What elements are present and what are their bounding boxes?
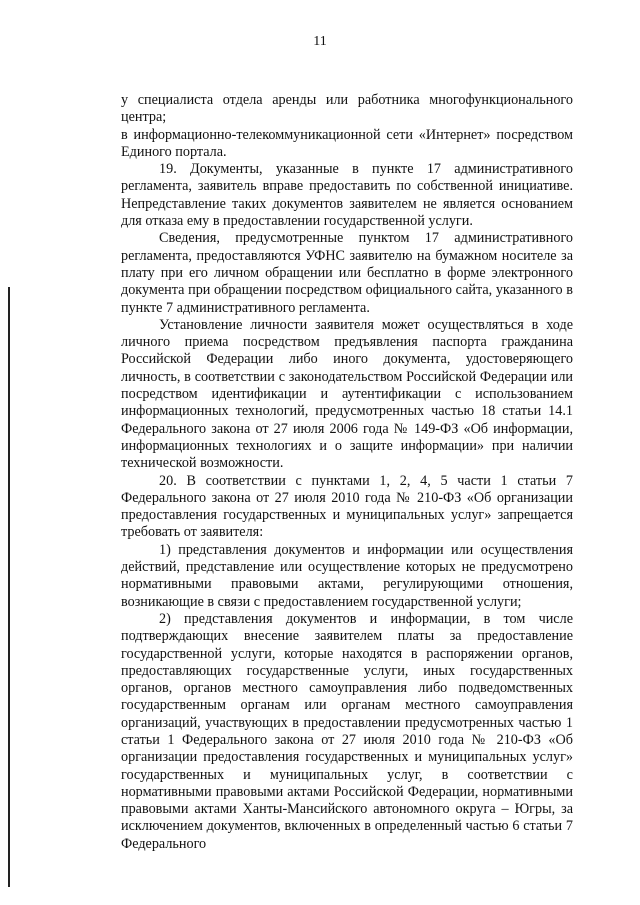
paragraph-subitem-2: 2) представления документов и информации, в том числе подтверждающих внесение заявителем платы за предоставление государственной услуги, которые находятся в распоряжении органов, предоставляющих государственные услуги, иных государственных органов, органов местного самоуправления либо подведомственных государственным органам или органам местного самоуправления организаций, участвующих в предоставлении предусмотренных частью 1 статьи 1 Федерального закона от 27 июля 2010 года № 210-ФЗ «Об организации предоставления государственных и муниципальных услуг» государственных и муниципальных услуг, в соответствии с нормативными правовыми актами Российской Федерации, нормативными правовыми актами Ханты-Мансийского автономного округа – Югры, за исключением документов, включенных в определенный частью 6 статьи 7 Федерального	[121, 610, 573, 852]
paragraph-internet-portal: в информационно-телекоммуникационной сети «Интернет» посредством Единого портала.	[121, 126, 573, 160]
page-number: 11	[313, 34, 327, 49]
document-body	[121, 92, 573, 853]
paragraph-subitem-1: 1) представления документов и информации или осуществления действий, представление или осуществление которых не предусмотрено нормативными правовыми актами, регулирующими отношения, возникающие в связи с предоставлением государственной услуги;	[121, 541, 573, 610]
paragraph-item-20: 20. В соответствии с пунктами 1, 2, 4, 5 части 1 статьи 7 Федерального закона от 27 июля 2010 года № 210-ФЗ «Об организации предоставления государственных и муниципальных услуг» запрещается требовать от заявителя:	[121, 472, 573, 541]
paragraph-specialist-or-mfc: у специалиста отдела аренды или работника многофункционального центра;	[121, 92, 573, 126]
paragraph-item-19: 19. Документы, указанные в пункте 17 административного регламента, заявитель вправе предоставить по собственной инициативе. Непредставление таких документов заявителем не является основанием для отказа ему в предоставлении государственной услуги.	[121, 161, 573, 230]
paragraph-identity-verification: Установление личности заявителя может осуществляться в ходе личного приема посредством предъявления паспорта гражданина Российской Федерации либо иного документа, удостоверяющего личность, в соответствии с законодательством Российской Федерации или посредством идентификации и аутентификации с использованием информационных технологий, предусмотренных частью 18 статьи 14.1 Федерального закона от 27 июля 2006 года № 149-ФЗ «Об информации, информационных технологиях и о защите информации» при наличии технической возможности.	[121, 316, 573, 472]
paragraph-ufns-information: Сведения, предусмотренные пунктом 17 административного регламента, предоставляются УФНС заявителю на бумажном носителе за плату при его личном обращении или бесплатно в форме электронного документа при обращении посредством официального сайта, указанного в пункте 7 административного регламента.	[121, 230, 573, 316]
left-margin-scan-bar	[8, 287, 10, 887]
